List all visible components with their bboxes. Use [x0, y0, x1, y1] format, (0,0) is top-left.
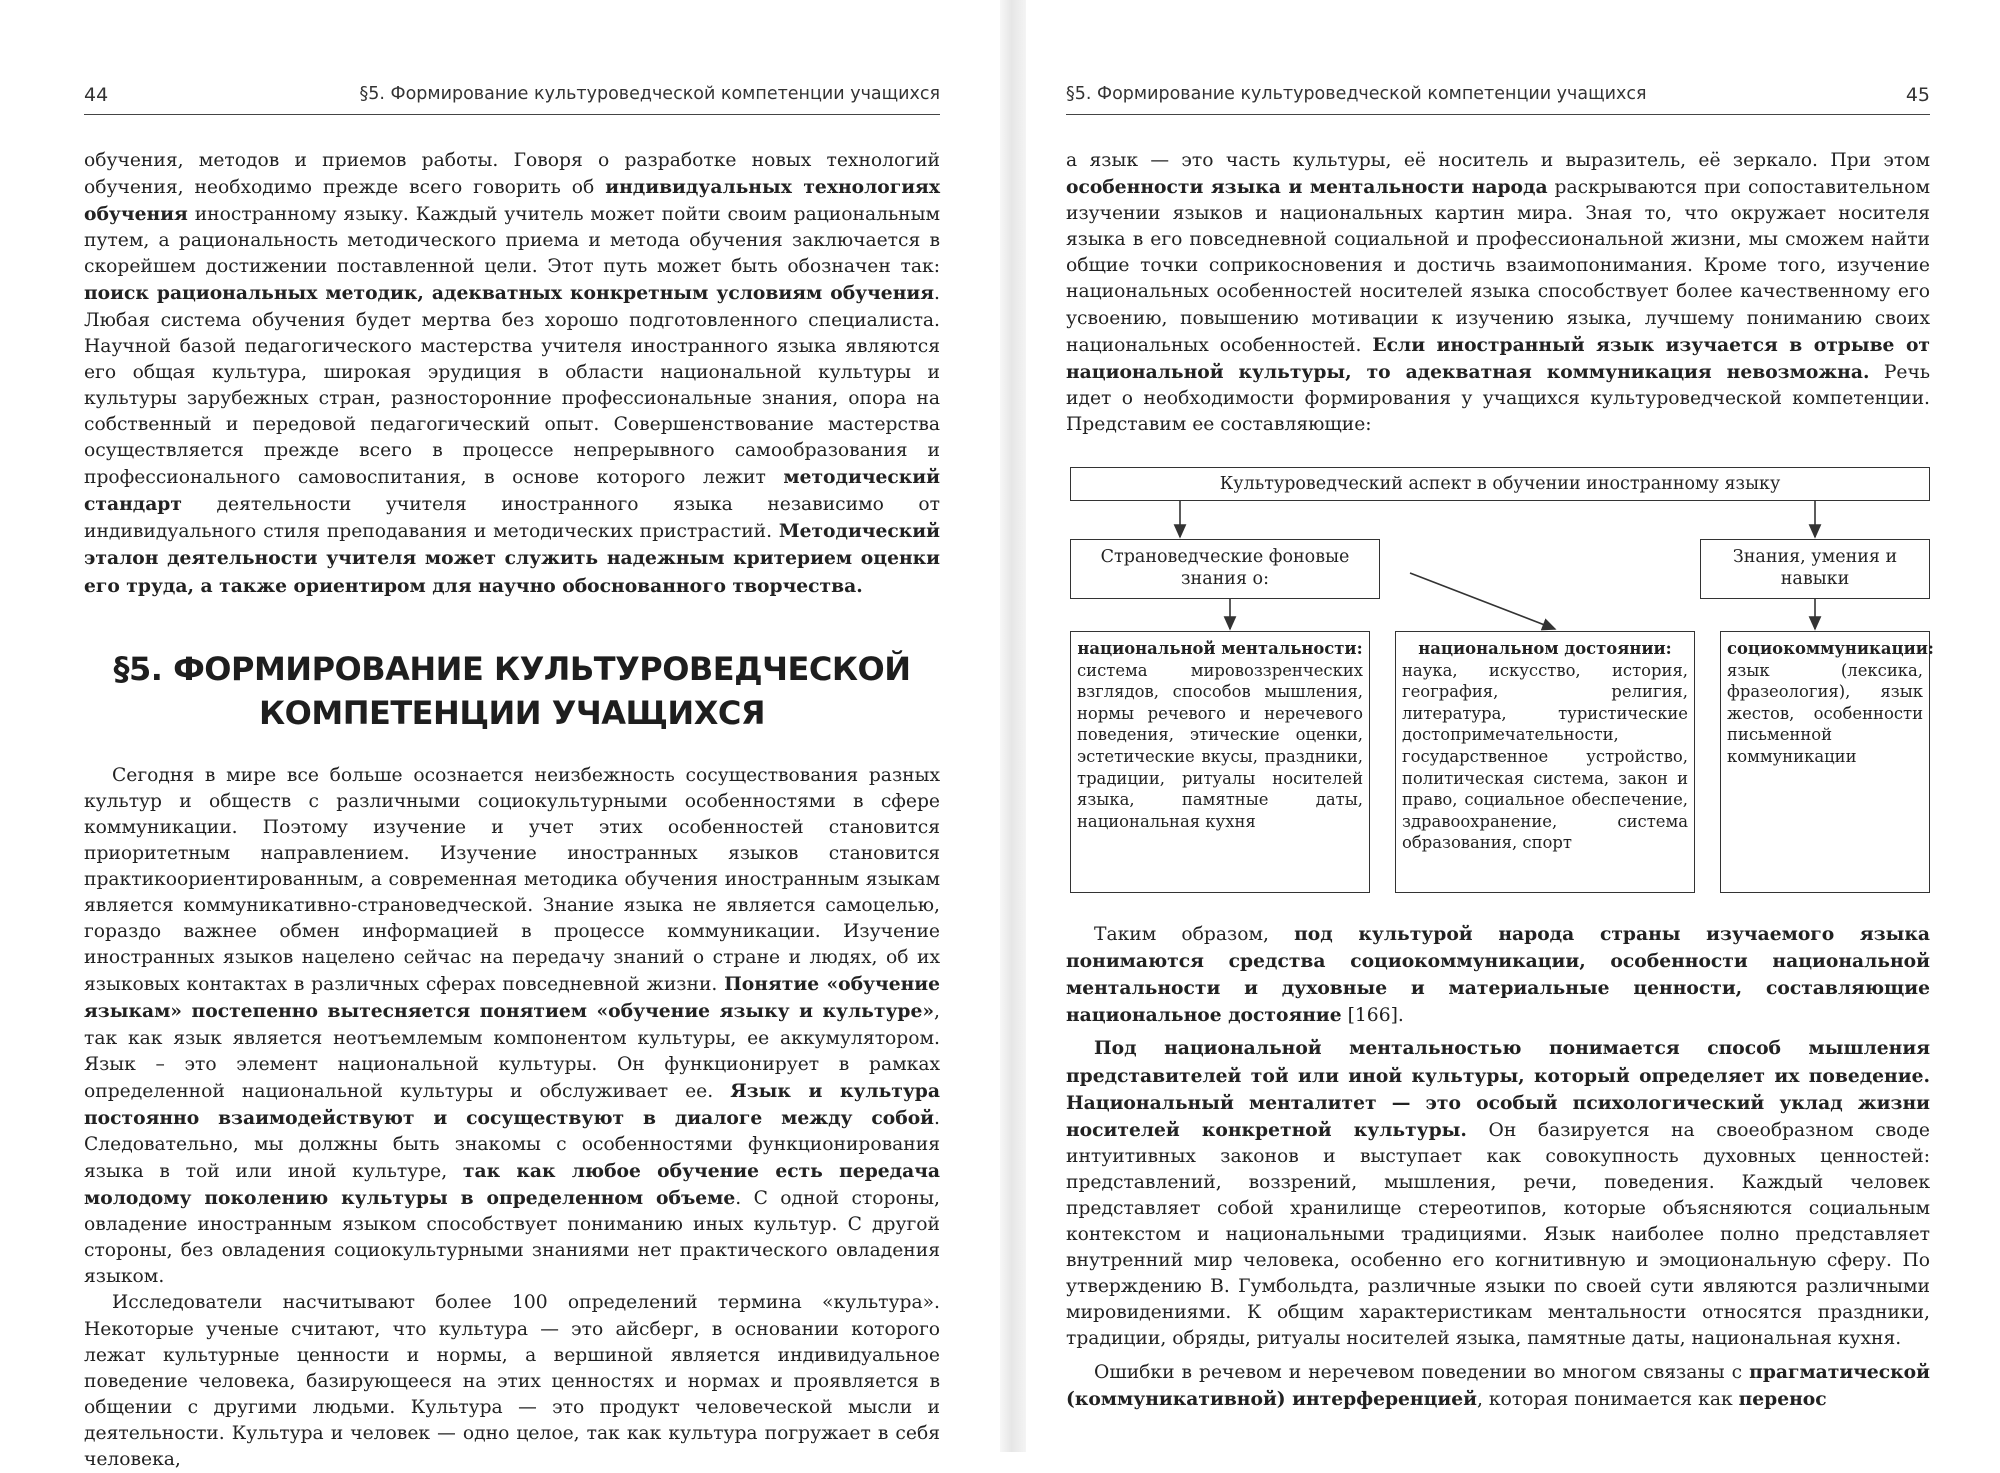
box-heading: социокоммуникации:	[1727, 639, 1934, 659]
box-heading: национальной ментальности:	[1077, 639, 1363, 659]
diagram-box-heritage	[1395, 631, 1695, 893]
arrow	[1410, 573, 1555, 629]
page-number: 44	[84, 84, 109, 106]
paragraph: Под национальной ментальностью понимается способ мышления представителей той или иной культуры, который определяет их поведение. Национальный менталитет — это особый психологический уклад жизни носителей конкретной культуры. Он базируется на своеобразном своде интуитивных законов и выступает как совокупность духовных ценностей: представлений, воззрений, мышления, речи, поведения. Каждый человек представляет собой хранилище стереотипов, которые объясняются социальным контекстом и национальными традициями. Язык наиболее полно представляет внутренний мир человека, особенно его когнитивную и эмоциональную сферу. По утверждению В. Гумбольдта, различные языки по своей сути являются различными мировидениями. К общим характеристикам ментальности относятся праздники, традиции, обряды, ритуалы носителей языка, памятные даты, национальная кухня.	[1066, 1037, 1930, 1350]
paragraph: а язык — это часть культуры, её носитель и выразитель, её зеркало. При этом особенности языка и ментальности народа раскрываются при сопоставительном изучении языков и национальных картин мира. Зная то, что окружает носителя языка в его повседневной социальной и профессиональной жизни, мы сможем найти общие точки соприкосновения и достичь взаимопонимания. Кроме того, изучение национальных особенностей носителей языка способствует более качественному его усвоению, повышению мотивации к изучению языка, лучшему пониманию своих национальных особенностей. Если иностранный язык изучается в отрыве от национальной культуры, то адекватная коммуникация невозможна. Речь идет о необходимости формирования у учащихся культуроведческой компетенции. Представим ее составляющие:	[1066, 150, 1930, 435]
running-header	[84, 84, 940, 124]
diagram-box-mentality	[1070, 631, 1370, 893]
diagram-box-background-knowledge: Страноведческие фоновые знания о:	[1070, 539, 1380, 599]
right-page-body	[1066, 148, 1934, 1413]
left-page-body	[84, 148, 940, 1473]
running-header	[1066, 84, 1930, 124]
paragraph: Исследователи насчитывают более 100 определений термина «культура». Некоторые ученые считают, что культура — это айсберг, в основании которого лежат культурные ценности и нормы, а вершиной является индивидуальное поведение человека, базирующееся на этих ценностях и нормах и проявляется в общении с другими людьми. Культура — это продукт человеческой мысли и деятельности. Культура и человек — одно целое, так как культура погружает в себя человека,	[84, 1292, 940, 1471]
header-rule	[84, 114, 940, 115]
box-text: язык (лексика, фразеология), язык жестов, особенности письменной коммуникации	[1727, 660, 1923, 766]
running-head-title: §5. Формирование культуроведческой компетенции учащихся	[1066, 84, 1647, 104]
running-head-title: §5. Формирование культуроведческой компетенции учащихся	[359, 84, 940, 104]
structure-diagram	[1070, 467, 1934, 921]
box-text: наука, искусство, история, география, религия, литература, туристические достопримечательности, государственное устройство, политическая система, закон и право, социальное обеспечение, здравоохранение, система образования, спорт	[1402, 660, 1688, 853]
diagram-box-sociocommunication	[1720, 631, 1934, 893]
header-rule	[1066, 114, 1930, 115]
paragraph: Сегодня в мире все больше осознается неизбежность сосуществования разных культур и обществ с различными социокультурными особенностями в сфере коммуникации. Поэтому изучение и учет этих особенностей становится приоритетным направлением. Изучение иностранных языков становится практикоориентированным, а современная методика обучения иностранным языкам является коммуникативно-страноведческой. Знание языка не является самоцелью, гораздо важнее обмен информацией в процессе коммуникации. Изучение иностранных языков нацелено сейчас на передачу знаний о стране и людях, об их языковых контактах в различных сферах повседневной жизни. Понятие «обучение языкам» постепенно вытесняется понятием «обучение языку и культуре», так как язык является неотъемлемым компонентом культуры, ее аккумулятором. Язык – это элемент национальной культуры. Он функционирует в рамках определенной национальной культуры и обслуживает ее. Язык и культура постоянно взаимодействуют и сосуществуют в диалоге между собой. Следовательно, мы должны быть знакомы с особенностями функционирования языка в той или иной культуре, так как любое обучение есть передача молодому поколению культуры в определенном объеме. С одной стороны, овладение иностранным языком способствует пониманию иных культур. С другой стороны, без овладения социокультурными знаниями нет практического овладения языком.	[84, 764, 941, 1288]
paragraph: обучения, методов и приемов работы. Говоря о разработке новых технологий обучения, необходимо прежде всего говорить об индивидуальных технологиях обучения иностранному языку. Каждый учитель может пойти своим рациональным путем, а рациональность методического приема и метода обучения заключается в скорейшем достижении поставленной цели. Этот путь может быть обозначен так: поиск рациональных методик, адекватных конкретным условиям обучения. Любая система обучения будет мертва без хорошо подготовленного специалиста. Научной базой педагогического мастерства учителя иностранного языка являются его общая культура, широкая эрудиция в области национальной культуры и культуры зарубежных стран, разносторонние профессиональные знания, опора на собственный и передовой педагогический опыт. Совершенствование мастерства осуществляется прежде всего в процессе непрерывного самообразования и профессионального самовоспитания, в основе которого лежит методический стандарт деятельности учителя иностранного языка независимо от индивидуального стиля преподавания и методических пристрастий. Методический эталон деятельности учителя может служить надежным критерием оценки его труда, а также ориентиром для научно обоснованного творчества.	[84, 150, 940, 597]
diagram-box-top: Культуроведческий аспект в обучении иностранному языку	[1070, 467, 1930, 501]
diagram-box-skills: Знания, умения и навыки	[1700, 539, 1930, 599]
paragraph: Ошибки в речевом и неречевом поведении во многом связаны с прагматической (коммуникативной) интерференцией, которая понимается как перенос	[1066, 1360, 1930, 1410]
paragraph: Таким образом, под культурой народа страны изучаемого языка понимаются средства социокоммуникации, особенности национальной ментальности и духовные и материальные ценности, составляющие национальное достояние [166].	[1066, 923, 1930, 1027]
book-gutter	[1000, 0, 1026, 1452]
box-text: система мировоззренческих взглядов, способов мышления, нормы речевого и неречевого поведения, этические оценки, эстетические вкусы, праздники, традиции, ритуалы носителей языка, памятные даты, национальная кухня	[1077, 660, 1363, 831]
box-heading: национальном достоянии:	[1418, 639, 1672, 659]
page-number: 45	[1905, 84, 1930, 106]
chapter-title: §5. ФОРМИРОВАНИЕ КУЛЬТУРОВЕДЧЕСКОЙ КОМПЕТЕНЦИИ УЧАЩИХСЯ	[113, 649, 911, 732]
